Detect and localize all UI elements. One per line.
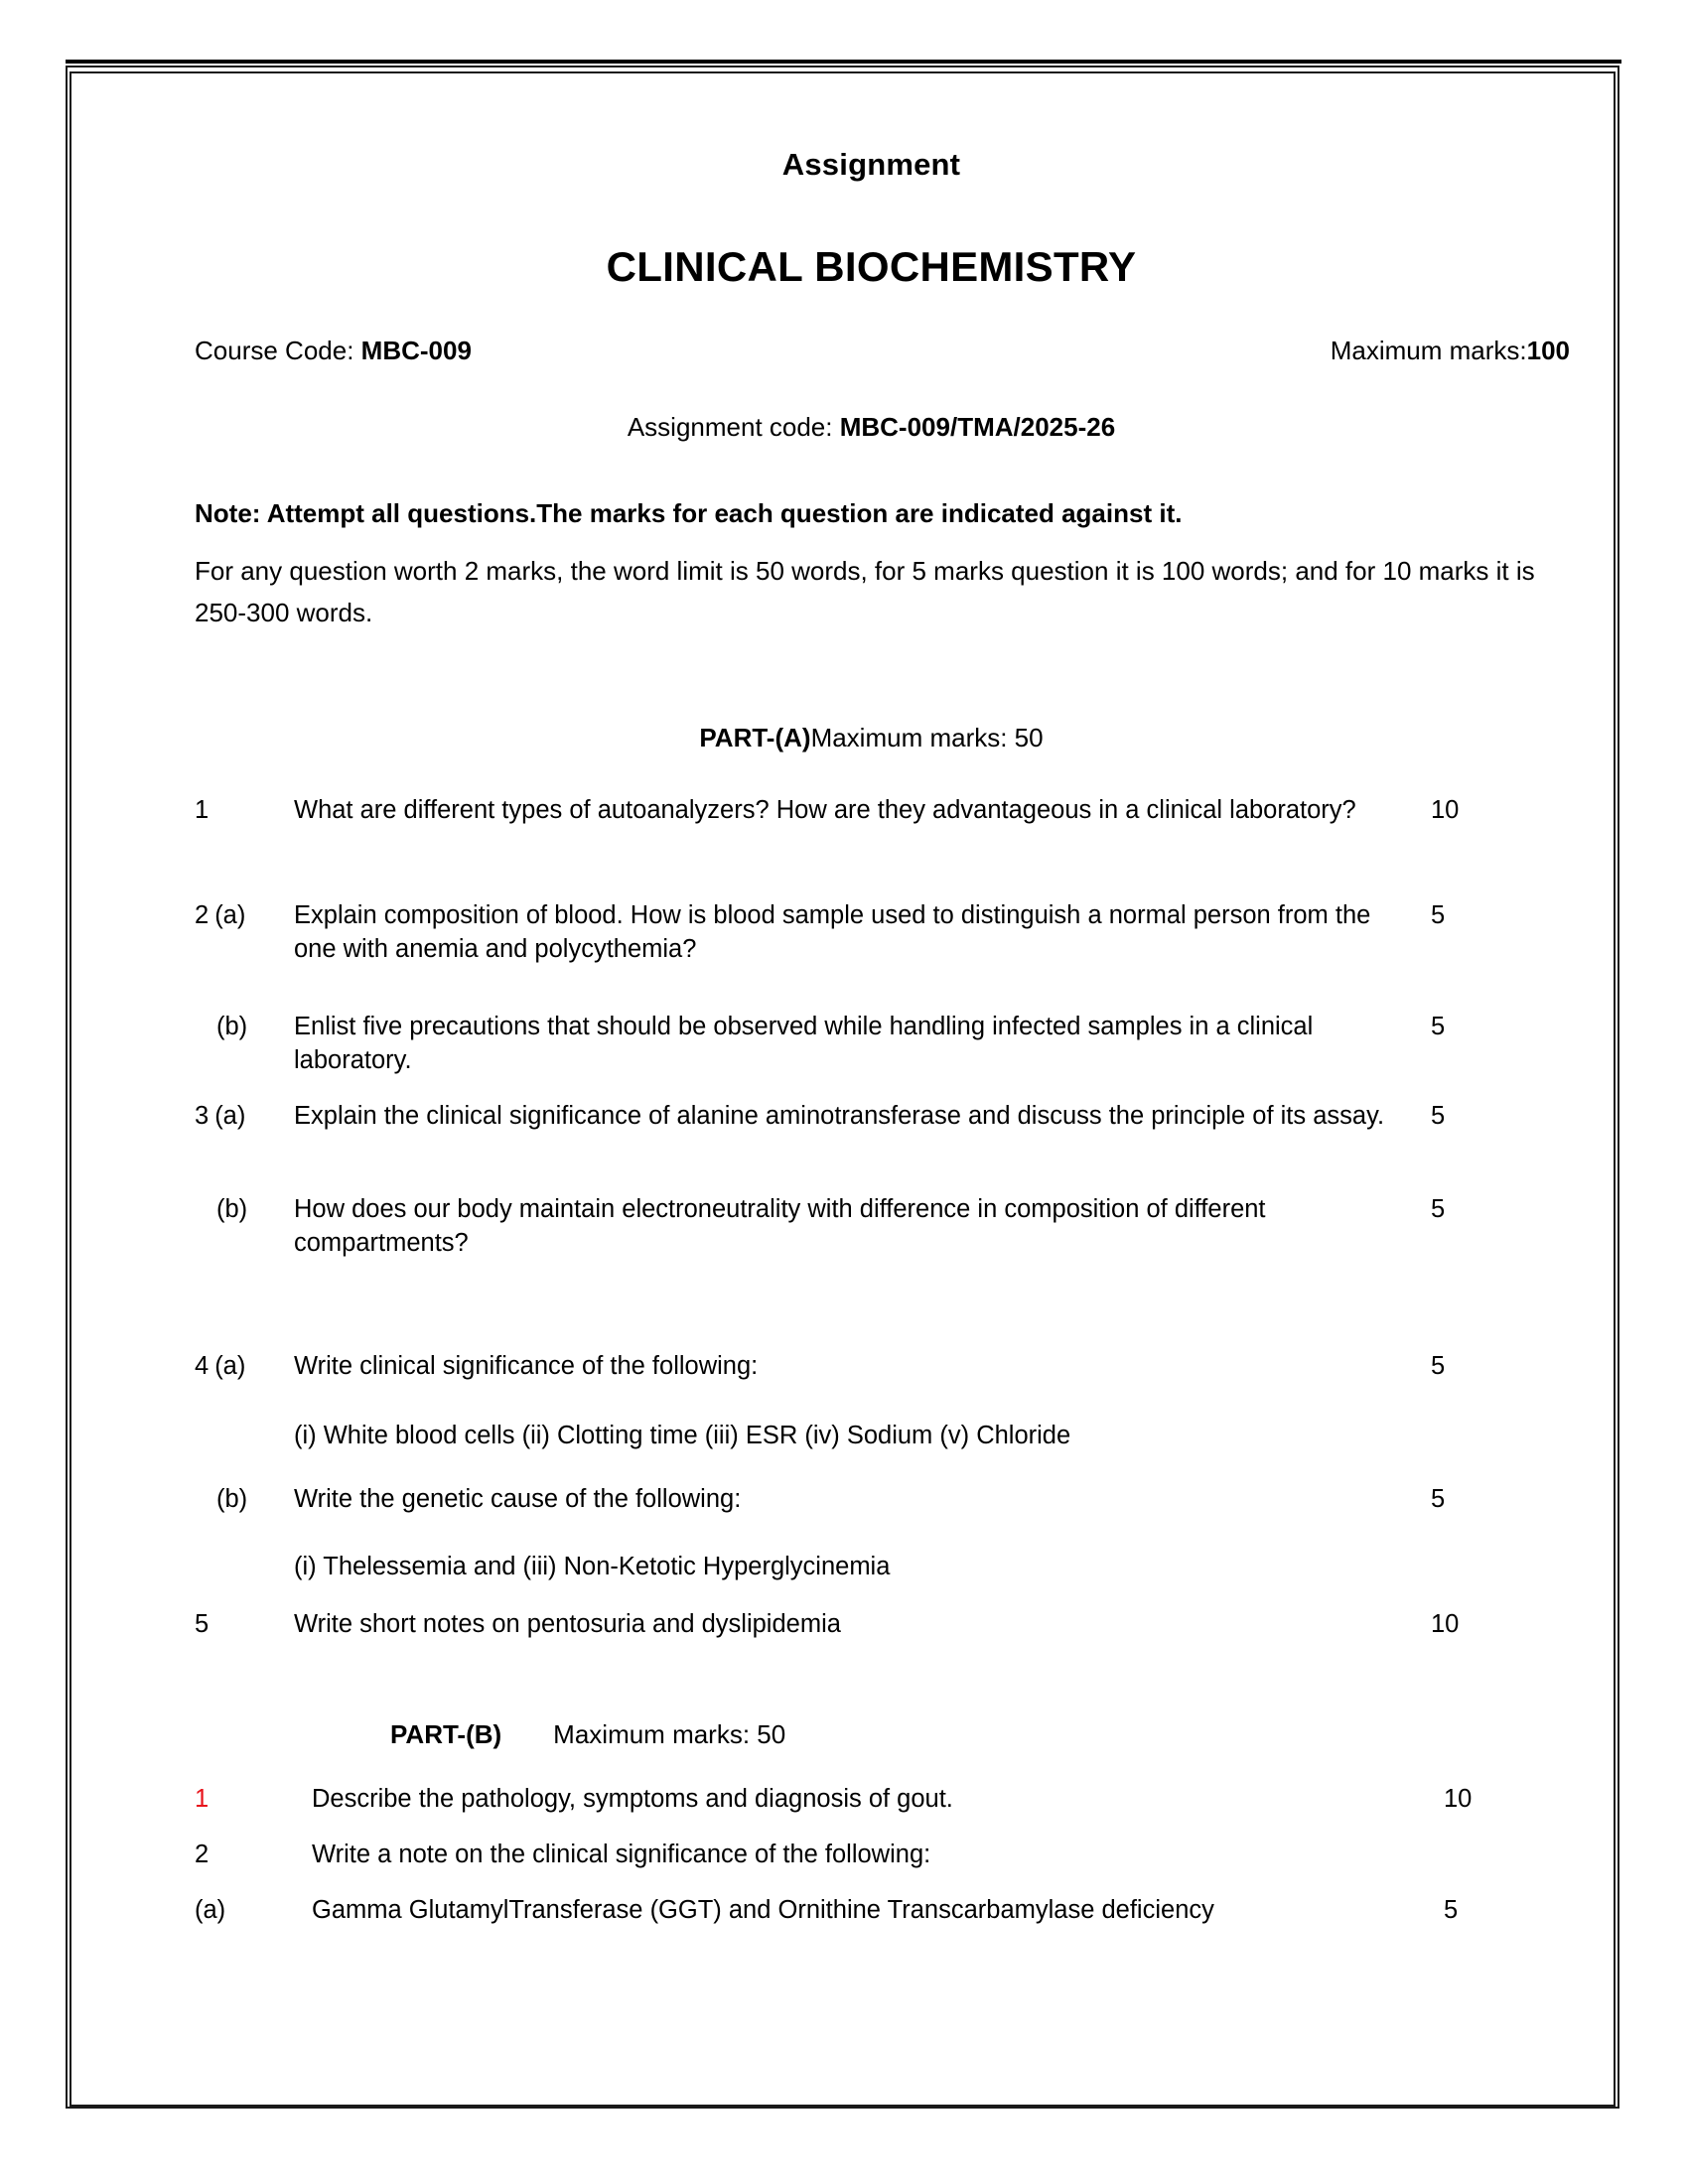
maximum-marks-label: Maximum marks: — [1330, 336, 1527, 365]
question-sub-label: (a) — [214, 901, 246, 929]
note-body-text: For any question worth 2 marks, the word limit is 50 words, for 5 marks question it is 100 words; and for 10 marks it is 250-300 words. — [195, 556, 1535, 628]
document-kind-title: Assignment — [781, 147, 961, 182]
part-a-max-marks: Maximum marks: 50 — [810, 723, 1044, 752]
question-sub-label: (b) — [216, 1013, 248, 1040]
question-marks: 5 — [1431, 1195, 1446, 1223]
question-marks: 10 — [1431, 796, 1460, 824]
question-marks: 5 — [1431, 1102, 1446, 1130]
question-text: Write short notes on pentosuria and dyslipidemia — [294, 1610, 841, 1638]
question-text: How does our body maintain electroneutrality with difference in composition of different compartments? — [294, 1195, 1266, 1257]
question-number-value: (a) — [195, 1896, 226, 1924]
maximum-marks — [1331, 336, 1570, 366]
course-code-label: Course Code: — [195, 336, 361, 365]
question-marks: 10 — [1431, 1610, 1460, 1638]
question-number-value: 2 — [195, 1841, 210, 1868]
question-number-value: 1 — [195, 1785, 210, 1813]
question-text: What are different types of autoanalyzers? How are they advantageous in a clinical laboratory? — [294, 796, 1356, 824]
question-sub-label: (b) — [216, 1485, 248, 1513]
question-text: Gamma GlutamylTransferase (GGT) and Ornithine Transcarbamylase deficiency — [312, 1896, 1214, 1924]
course-code-value: MBC-009 — [360, 336, 472, 365]
question-sub-label: (a) — [214, 1102, 246, 1130]
part-b-label: PART-(B) — [390, 1719, 502, 1749]
question-sub-label: (a) — [214, 1352, 246, 1380]
question-marks: 5 — [1431, 901, 1446, 929]
course-code — [195, 336, 472, 366]
assignment-code-line — [199, 412, 1544, 443]
note-heading: Note: Attempt all questions.The marks for each question are indicated against it. — [195, 498, 1183, 528]
question-text: Explain the clinical significance of alanine aminotransferase and discuss the principle of its assay. — [294, 1102, 1385, 1130]
question-marks: 10 — [1444, 1785, 1473, 1813]
part-b-heading — [390, 1719, 785, 1750]
maximum-marks-value: 100 — [1526, 336, 1570, 365]
question-text: Describe the pathology, symptoms and diagnosis of gout. — [312, 1785, 953, 1813]
question-continuation-text: (i) White blood cells (ii) Clotting time (iii) ESR (iv) Sodium (v) Chloride — [294, 1422, 1071, 1449]
question-number-value: 4 — [195, 1352, 210, 1380]
course-meta-row — [195, 336, 1570, 366]
question-marks: 5 — [1444, 1896, 1459, 1924]
question-continuation-text: (i) Thelessemia and (iii) Non-Ketotic Hyperglycinemia — [294, 1553, 891, 1580]
question-number — [195, 1839, 294, 1872]
question-marks: 5 — [1431, 1352, 1446, 1380]
question-number — [195, 794, 294, 828]
question-marks: 5 — [1431, 1013, 1446, 1040]
question-marks: 5 — [1431, 1485, 1446, 1513]
part-a-label: PART-(A) — [699, 723, 811, 752]
assignment-code-value: MBC-009/TMA/2025-26 — [839, 412, 1116, 442]
question-number-value: 1 — [195, 796, 210, 824]
question-text: Write clinical significance of the following: — [294, 1352, 759, 1380]
assignment-code-label: Assignment code: — [627, 412, 840, 442]
question-number — [195, 1783, 294, 1817]
question-number — [195, 1350, 294, 1384]
question-number — [195, 1894, 294, 1928]
question-number-value: 2 — [195, 901, 210, 929]
question-number — [195, 1100, 294, 1134]
question-sub-label: (b) — [216, 1195, 248, 1223]
part-a-heading — [199, 723, 1544, 753]
question-number — [195, 1608, 294, 1642]
question-text: Enlist five precautions that should be observed while handling infected samples in a clinical laboratory. — [294, 1013, 1314, 1074]
question-number — [195, 899, 294, 933]
course-title: CLINICAL BIOCHEMISTRY — [606, 243, 1137, 290]
question-text: Write a note on the clinical significance of the following: — [312, 1841, 931, 1868]
question-text: Write the genetic cause of the following: — [294, 1485, 742, 1513]
part-b-max-marks: Maximum marks: 50 — [553, 1719, 786, 1749]
question-number-value: 3 — [195, 1102, 210, 1130]
question-text: Explain composition of blood. How is blood sample used to distinguish a normal person from the one with anemia and polycythemia? — [294, 901, 1371, 963]
question-number-value: 5 — [195, 1610, 210, 1638]
